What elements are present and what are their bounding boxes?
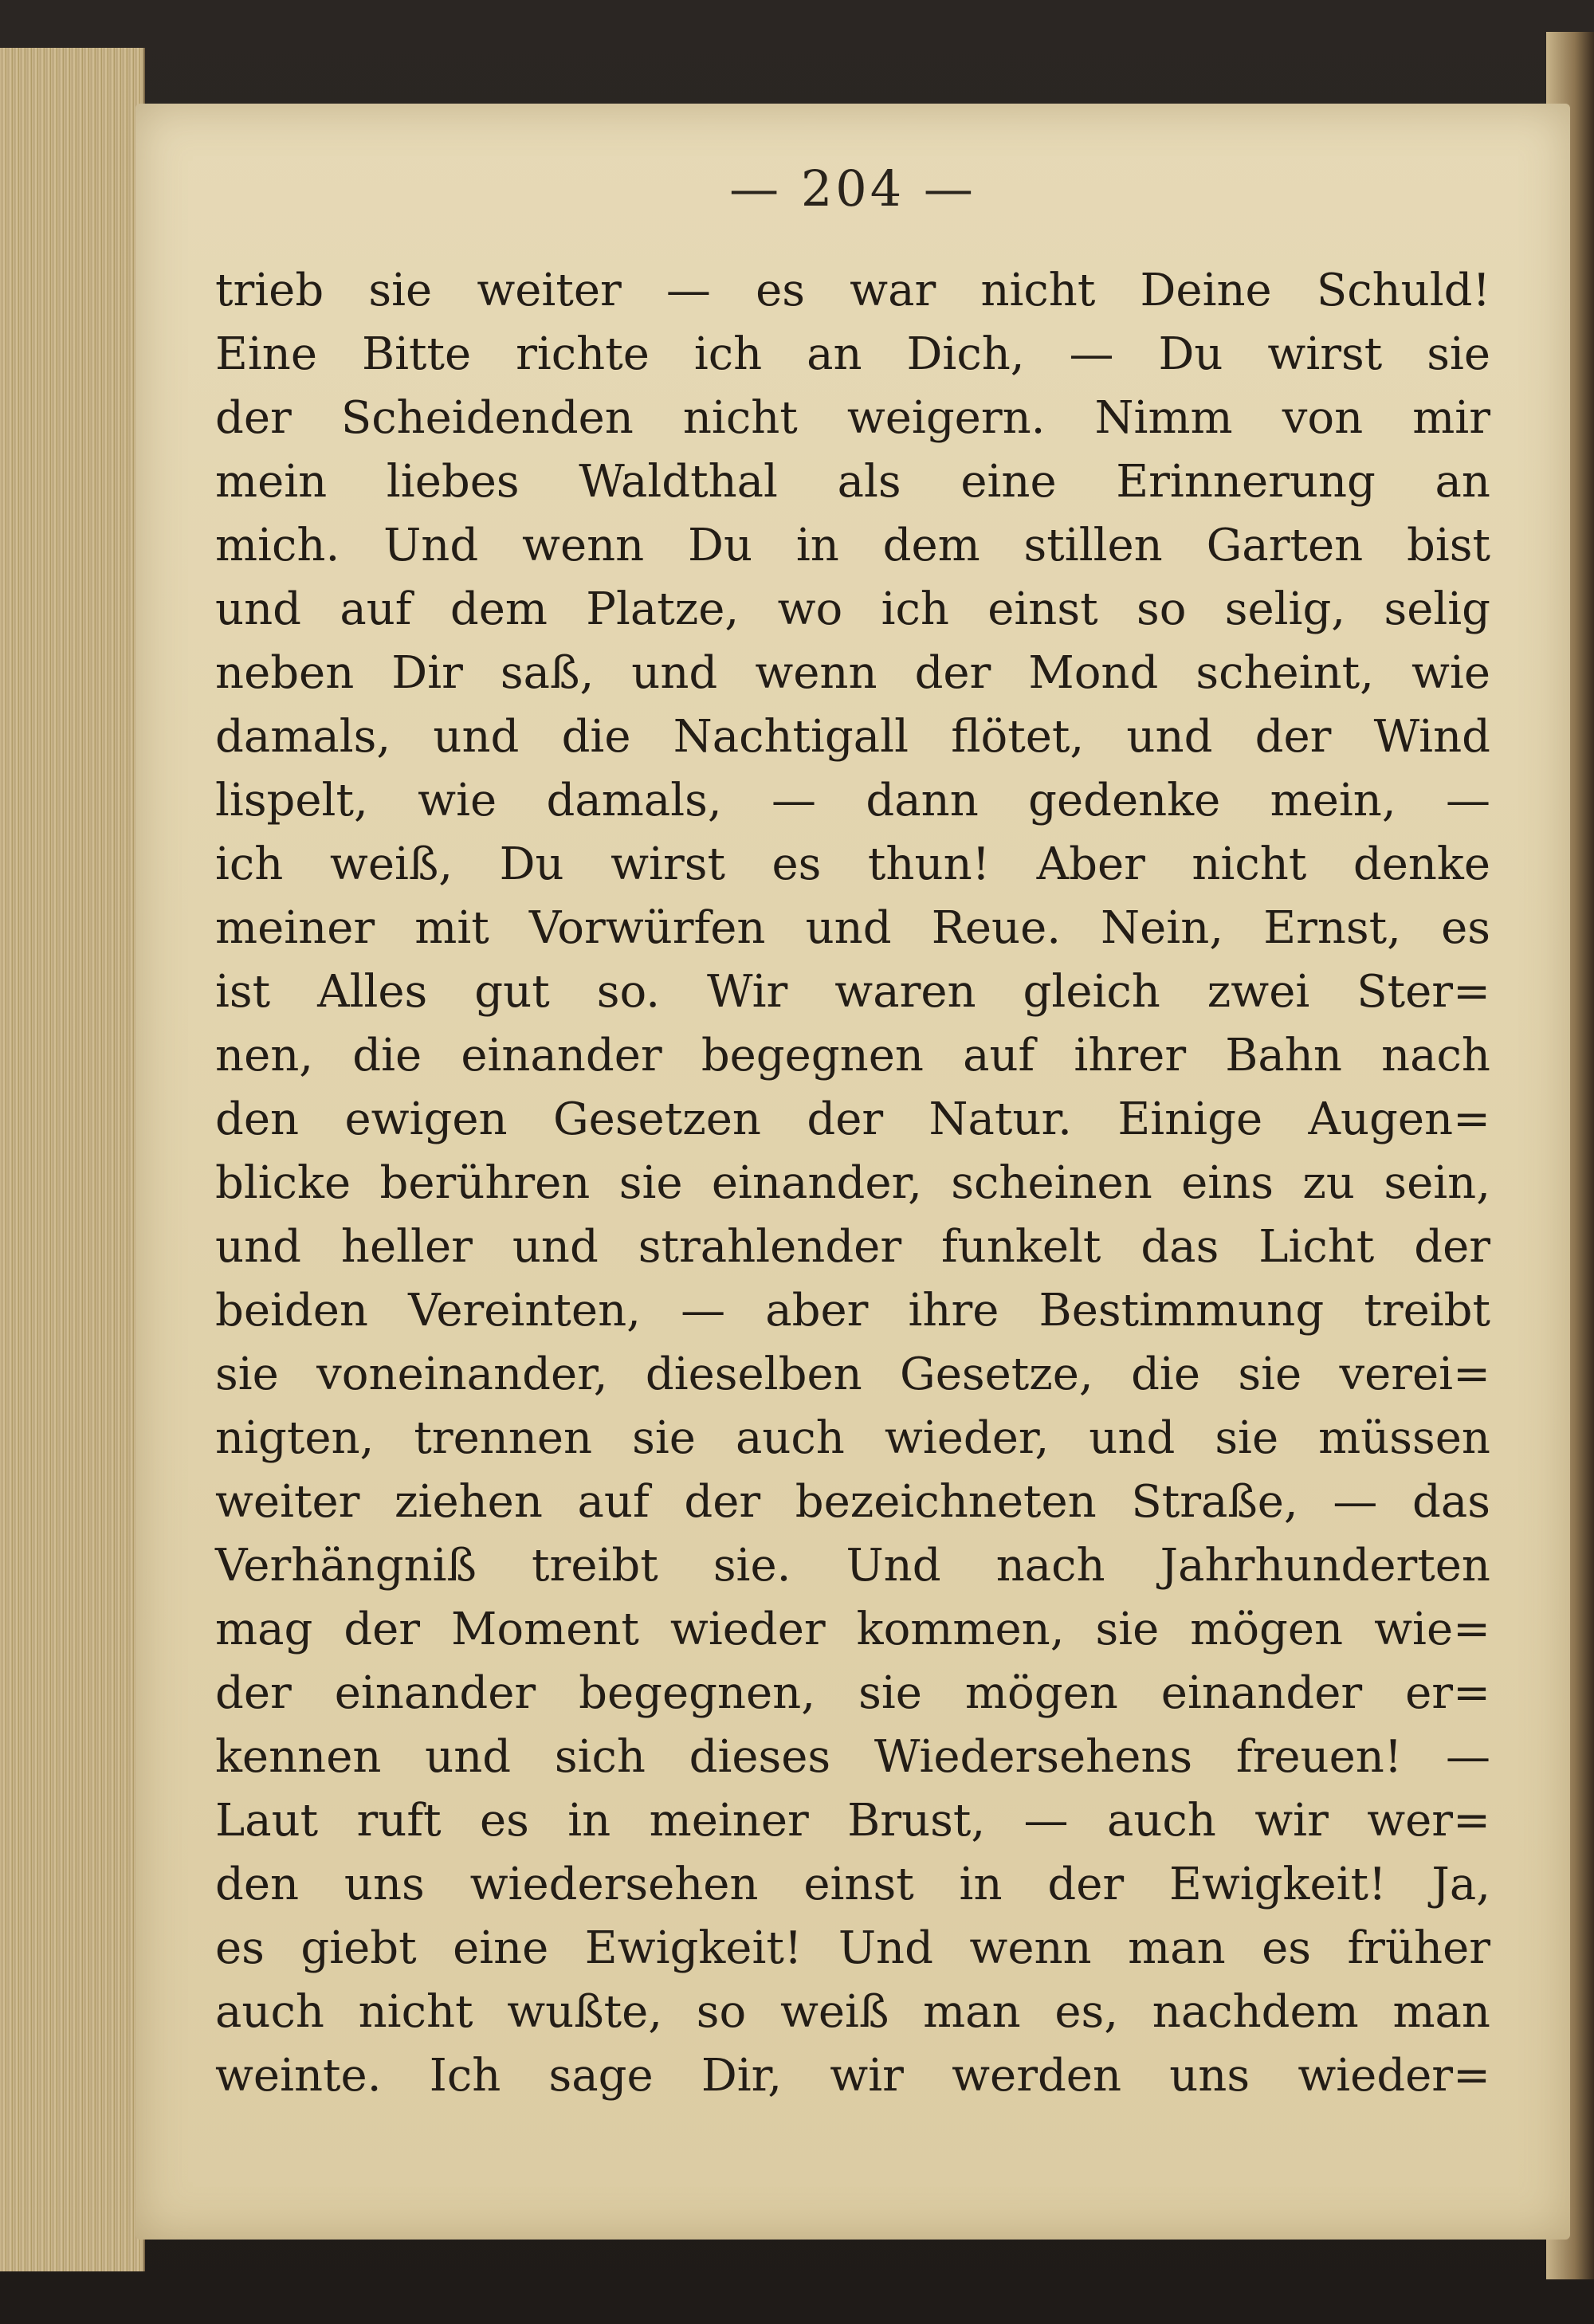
text-line: ich weiß, Du wirst es thun! Aber nicht denke [215,838,1490,890]
text-line: Eine Bitte richte ich an Dich, — Du wirst sie [215,328,1490,380]
text-line: nen, die einander begegnen auf ihrer Bahn nach [215,1030,1490,1082]
text-line: lispelt, wie damals, — dann gedenke mein, — [215,775,1490,826]
text-line: neben Dir saß, und wenn der Mond scheint, wie [215,647,1490,699]
text-line: und heller und strahlender funkelt das Licht der [215,1221,1490,1273]
text-line: ist Alles gut so. Wir waren gleich zwei Ster= [215,966,1490,1018]
text-line: damals, und die Nachtigall flötet, und der Wind [215,711,1490,763]
text-line: mag der Moment wieder kommen, sie mögen wie= [215,1604,1490,1655]
text-line: es giebt eine Ewigkeit! Und wenn man es früher [215,1922,1490,1974]
text-line: den uns wiedersehen einst in der Ewigkeit! Ja, [215,1859,1490,1910]
text-line: mich. Und wenn Du in dem stillen Garten bist [215,520,1490,571]
text-line: auch nicht wußte, so weiß man es, nachdem man [215,1986,1490,2038]
text-line: mein liebes Waldthal als eine Erinnerung an [215,456,1490,508]
book-page [135,104,1570,2240]
text-line: der Scheidenden nicht weigern. Nimm von mir [215,392,1490,444]
text-line: Laut ruft es in meiner Brust, — auch wir wer= [215,1795,1490,1847]
body-text [215,259,1490,2108]
text-line: meiner mit Vorwürfen und Reue. Nein, Ernst, es [215,902,1490,954]
text-line: weinte. Ich sage Dir, wir werden uns wieder= [215,2050,1490,2102]
text-line: trieb sie weiter — es war nicht Deine Schuld! [215,265,1490,316]
text-line: Verhängniß treibt sie. Und nach Jahrhunderten [215,1540,1490,1592]
text-line: blicke berühren sie einander, scheinen eins zu sein, [215,1157,1490,1209]
text-line: kennen und sich dieses Wiedersehens freuen! — [215,1731,1490,1783]
page-edges-left [0,48,145,2271]
text-line: sie voneinander, dieselben Gesetze, die sie verei= [215,1348,1490,1400]
text-line: nigten, trennen sie auch wieder, und sie müssen [215,1412,1490,1464]
text-line: den ewigen Gesetzen der Natur. Einige Augen= [215,1093,1490,1145]
text-line: weiter ziehen auf der bezeichneten Straße, — das [215,1476,1490,1528]
text-line: der einander begegnen, sie mögen einander er= [215,1667,1490,1719]
page-number: — 204 — [729,159,976,218]
text-line: beiden Vereinten, — aber ihre Bestimmung treibt [215,1285,1490,1337]
text-line: und auf dem Platze, wo ich einst so selig, selig [215,583,1490,635]
